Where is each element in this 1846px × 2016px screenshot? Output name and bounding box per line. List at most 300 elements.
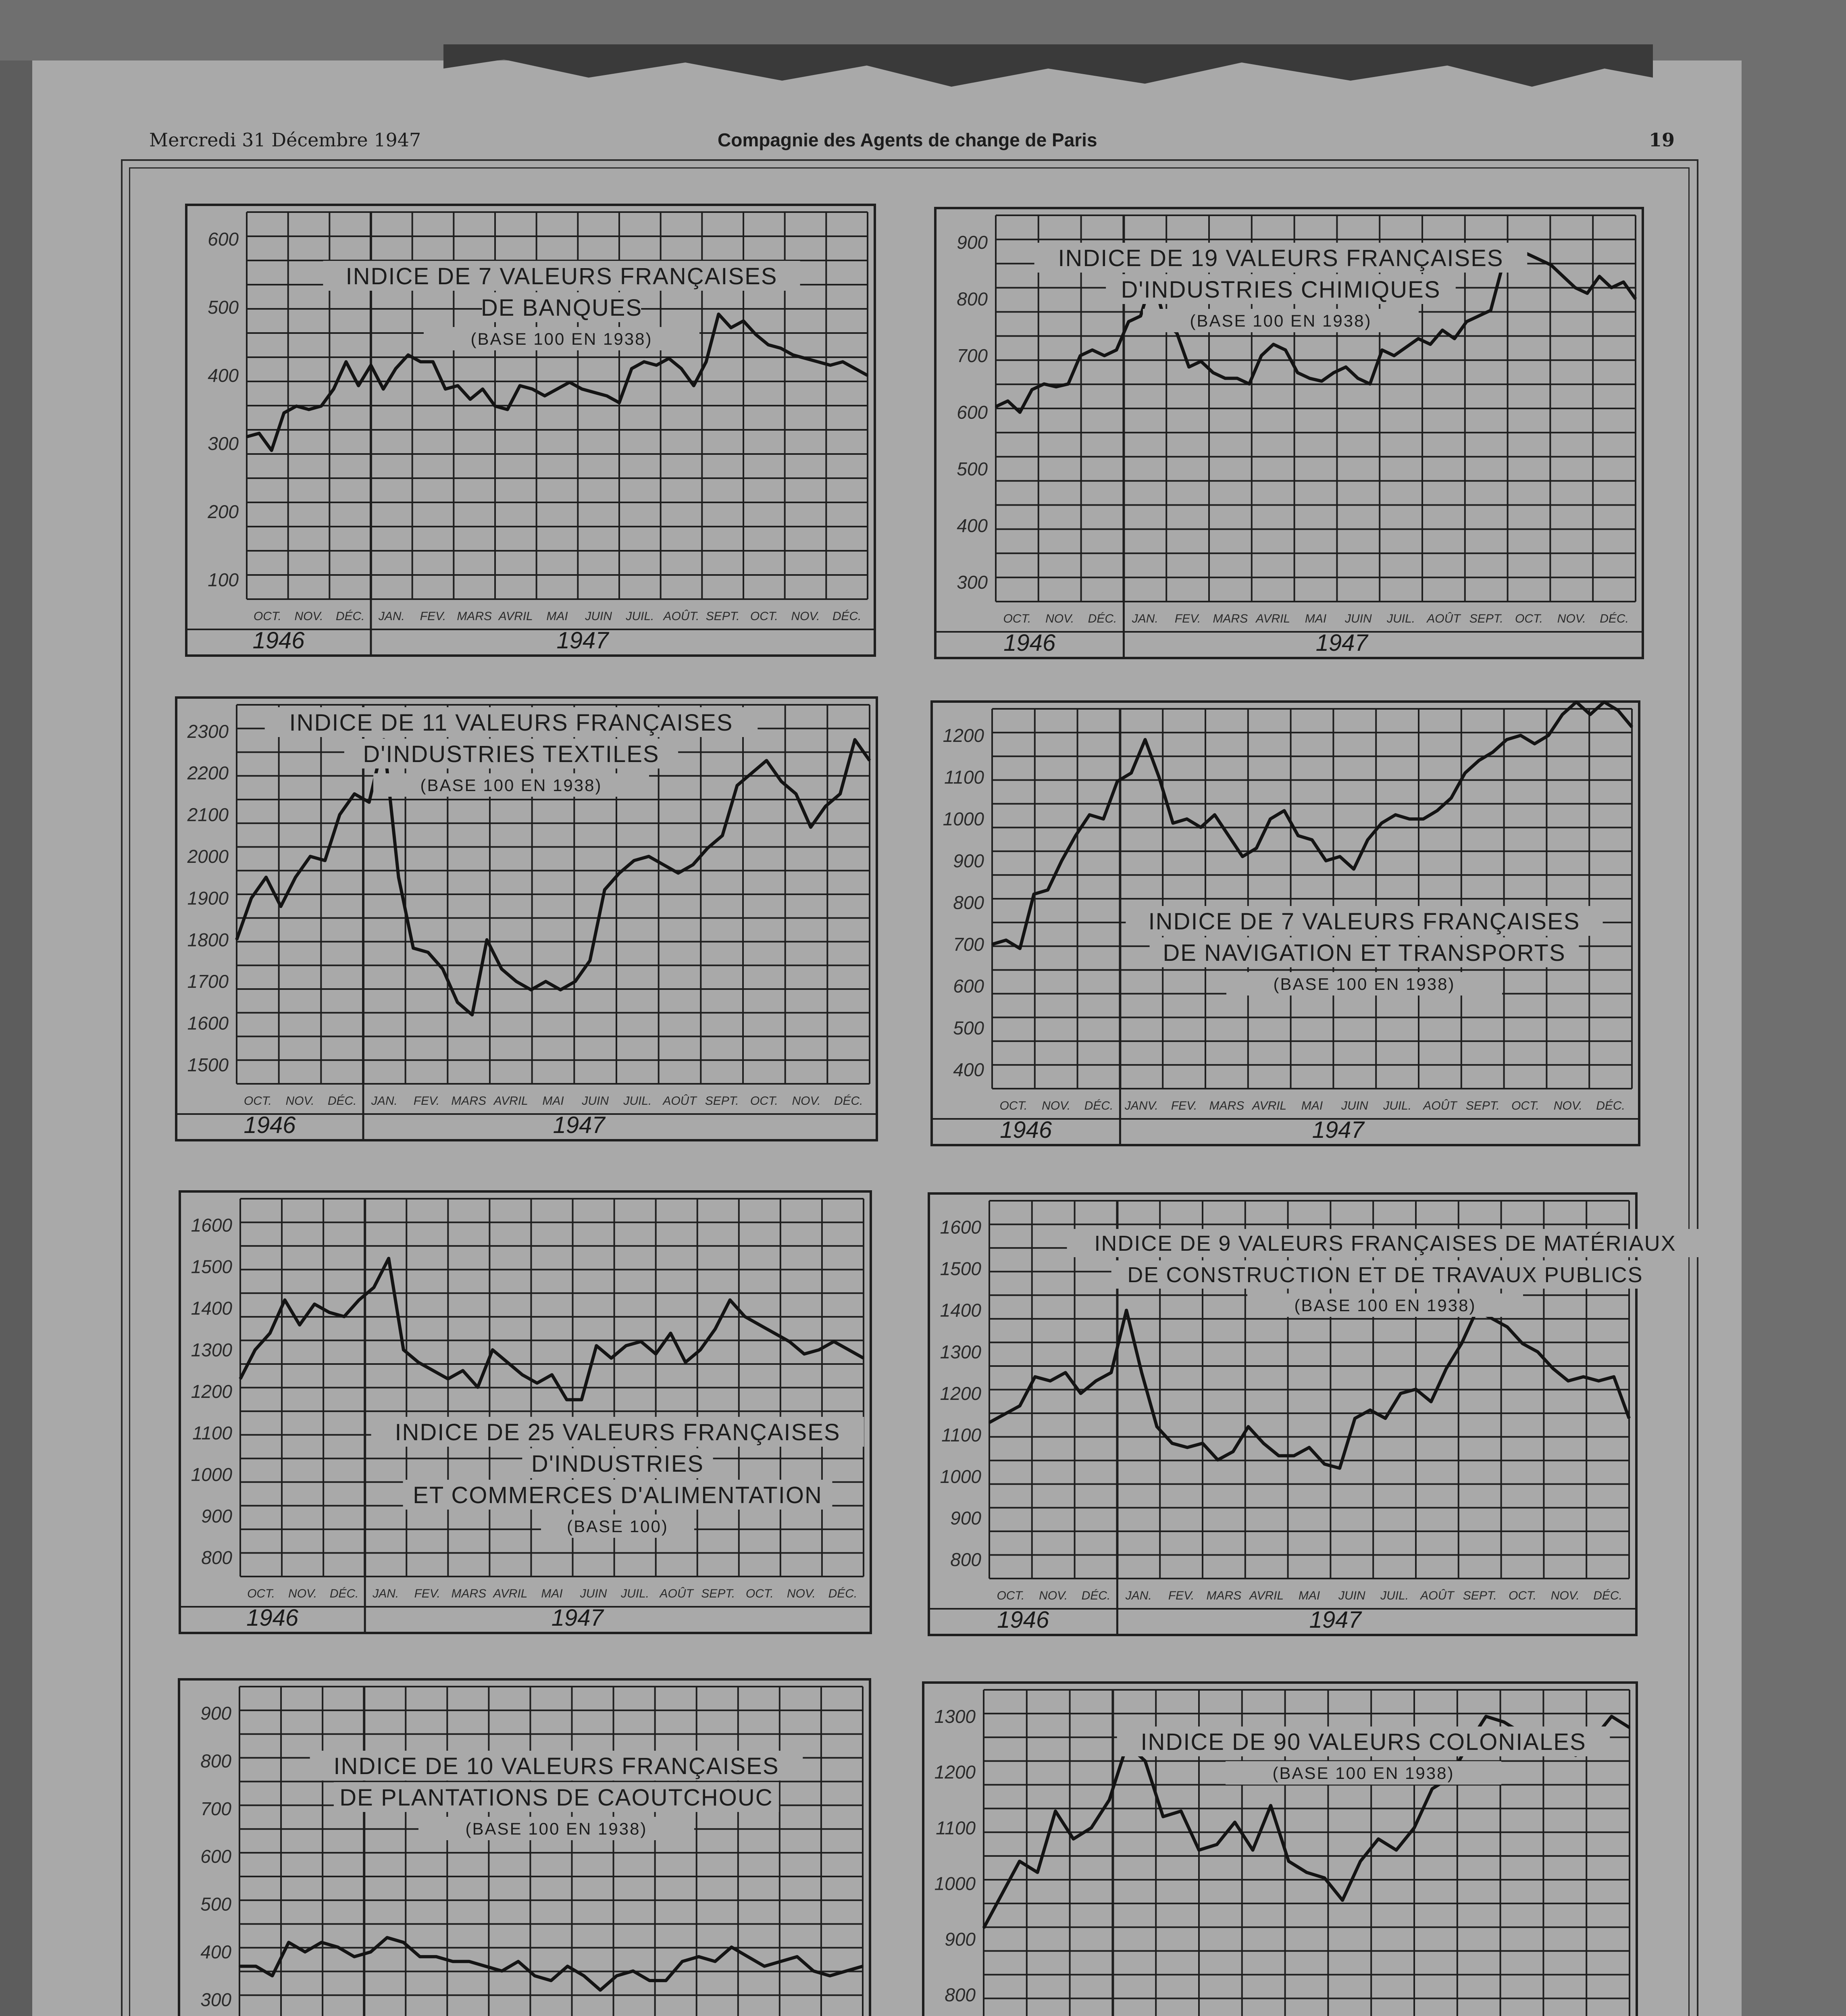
data-point [714, 1328, 716, 1330]
data-point [845, 1970, 847, 1972]
month-label: MAI [546, 610, 568, 623]
month-label: OCT. [247, 1587, 275, 1600]
y-tick-label: 400 [957, 515, 988, 536]
data-point [1311, 839, 1313, 841]
y-tick-label: 1900 [187, 887, 229, 909]
y-tick-label: 1200 [940, 1383, 981, 1404]
chart-title-line: INDICE DE 7 VALEURS FRANÇAISES [1148, 908, 1580, 935]
data-point [1095, 1380, 1097, 1382]
data-point [477, 1387, 479, 1388]
y-tick-label: 800 [950, 1549, 981, 1570]
data-point [1522, 1343, 1523, 1344]
data-point [1423, 818, 1424, 820]
month-label: NOV. [1557, 612, 1586, 625]
data-point [308, 409, 310, 410]
data-point [1252, 1849, 1254, 1851]
data-point [1325, 860, 1327, 862]
month-label: MAI [1305, 612, 1327, 625]
y-tick-label: 1400 [191, 1297, 232, 1319]
month-label: JUIN [1338, 1589, 1365, 1602]
data-point [1188, 366, 1190, 368]
month-label: SEPT. [1463, 1589, 1497, 1602]
data-point [599, 1989, 601, 1991]
data-point [1360, 1860, 1361, 1862]
data-point [265, 877, 267, 878]
month-label: MARS [1209, 1099, 1245, 1112]
data-point [530, 989, 532, 991]
data-point [1285, 349, 1286, 351]
month-label: OCT. [750, 610, 778, 623]
y-tick-label: 900 [201, 1506, 232, 1527]
y-tick-label: 1100 [944, 766, 984, 788]
month-label: NOV. [1039, 1589, 1068, 1602]
data-point [663, 864, 664, 866]
data-point [1055, 1810, 1056, 1812]
month-label: AVRIL [493, 1587, 528, 1600]
y-tick-label: 900 [950, 1508, 981, 1529]
data-point [452, 1961, 454, 1962]
data-point [1128, 321, 1129, 323]
month-label: OCT. [1003, 612, 1031, 625]
data-point [1214, 814, 1215, 816]
data-point [1080, 1393, 1082, 1394]
month-label: SEPT. [1469, 612, 1503, 625]
data-point [1176, 332, 1178, 334]
month-label: NOV. [1553, 1099, 1582, 1112]
data-point [1116, 349, 1117, 351]
data-point [1306, 1872, 1307, 1873]
data-point [239, 1378, 241, 1380]
data-point [692, 864, 694, 866]
data-point [1224, 377, 1226, 379]
data-point [432, 361, 434, 362]
y-tick-label: 1700 [187, 971, 229, 992]
data-point [1590, 714, 1591, 715]
y-tick-label: 1100 [192, 1422, 232, 1443]
month-label: DÉC. [828, 1587, 857, 1600]
series-line [239, 1938, 863, 1990]
data-point [842, 361, 843, 362]
data-point [1405, 346, 1407, 348]
data-point [792, 354, 794, 356]
data-point [1202, 1443, 1203, 1444]
y-tick-label: 800 [200, 1750, 231, 1772]
month-label: OCT. [1509, 1589, 1536, 1602]
data-point [681, 368, 682, 369]
data-point [595, 1345, 597, 1346]
data-point [310, 856, 311, 857]
data-point [616, 1975, 618, 1976]
data-point [1395, 814, 1396, 816]
y-tick-label: 800 [945, 1984, 976, 2006]
data-point [583, 1975, 585, 1976]
data-point [813, 1970, 814, 1972]
month-label: JUIN [585, 610, 612, 623]
data-point [1171, 1443, 1173, 1444]
y-tick-label: 1000 [191, 1464, 232, 1485]
month-label: AOÛT [1423, 1099, 1457, 1112]
month-label: AOÛT [663, 1094, 697, 1108]
data-point [1507, 1326, 1508, 1328]
chart-alimentation [180, 1191, 871, 1633]
data-point [433, 1370, 434, 1371]
data-point [1162, 1816, 1164, 1818]
data-point [368, 802, 370, 803]
data-point [236, 939, 237, 941]
data-point [1270, 818, 1271, 820]
data-point [744, 1316, 746, 1317]
data-point [1631, 726, 1633, 728]
data-point [283, 412, 285, 414]
data-point [1309, 1447, 1310, 1448]
data-point [714, 1961, 716, 1962]
month-label: NOV. [288, 1587, 317, 1600]
data-point [656, 364, 657, 366]
data-point [780, 781, 782, 782]
data-point [1603, 701, 1605, 703]
data-point [1339, 1467, 1340, 1469]
data-point [1263, 1443, 1264, 1444]
data-point [830, 364, 831, 366]
month-label: JAN. [371, 1094, 398, 1108]
data-point [766, 760, 767, 761]
data-point [1234, 1821, 1236, 1823]
data-point [485, 1966, 486, 1967]
month-label: JUIL. [623, 1094, 652, 1108]
data-point [824, 806, 826, 807]
data-point [1490, 310, 1492, 311]
data-point [239, 1966, 240, 1967]
month-label: MARS [451, 1094, 487, 1108]
chart-title-line: D'INDUSTRIES CHIMIQUES [1121, 277, 1441, 303]
month-label: JUIL. [621, 1587, 649, 1600]
y-tick-label: 300 [200, 1989, 231, 2010]
data-point [1611, 1716, 1613, 1717]
data-point [685, 1362, 686, 1363]
data-point [1369, 383, 1371, 385]
chart-title-line: INDICE DE 7 VALEURS FRANÇAISES [345, 263, 778, 289]
year-label-1946: 1946 [246, 1605, 299, 1631]
data-point [271, 1975, 273, 1976]
data-point [862, 1966, 864, 1967]
data-point [1198, 1849, 1200, 1851]
data-point [574, 981, 576, 982]
data-point [706, 361, 707, 362]
chart-materiaux [929, 1193, 1703, 1635]
data-point [693, 385, 695, 386]
data-point [780, 348, 781, 349]
series-line [240, 1258, 864, 1400]
data-point [1103, 355, 1105, 356]
month-label: SEPT. [1465, 1099, 1500, 1112]
month-label: NOV. [792, 1094, 821, 1108]
data-point [501, 968, 502, 970]
data-point [1247, 1426, 1249, 1427]
data-point [1200, 360, 1202, 362]
month-label: NOV. [1550, 1589, 1580, 1602]
data-point [1109, 1799, 1110, 1801]
y-tick-label: 1600 [940, 1216, 981, 1238]
month-label: JUIL. [626, 610, 654, 623]
data-point [1357, 377, 1359, 379]
month-label: AOÛT [1420, 1589, 1454, 1602]
chart-title-line: INDICE DE 10 VALEURS FRANÇAISES [333, 1753, 779, 1779]
data-point [551, 1374, 553, 1376]
data-point [1236, 377, 1238, 379]
base-label: (BASE 100 EN 1938) [470, 329, 653, 348]
data-point [269, 1333, 271, 1334]
y-tick-label: 2200 [187, 762, 229, 784]
month-label: MARS [451, 1587, 487, 1600]
data-point [1145, 1760, 1146, 1762]
month-label: DÉC. [1593, 1589, 1622, 1602]
data-point [1492, 751, 1494, 753]
data-point [751, 772, 753, 774]
data-point [471, 1014, 473, 1016]
year-label-1947: 1947 [1312, 1117, 1364, 1143]
month-label: DÉC. [329, 1587, 359, 1600]
data-point [560, 989, 561, 991]
chart-title-line: INDICE DE 11 VALEURS FRANÇAISES [289, 710, 733, 736]
data-point [1623, 281, 1624, 283]
data-point [1598, 275, 1600, 277]
data-point [1200, 827, 1202, 828]
year-label-1946: 1946 [252, 627, 305, 654]
month-label: MAI [542, 1094, 564, 1108]
month-label: NOV. [1045, 612, 1074, 625]
data-point [1019, 412, 1021, 413]
y-tick-label: 800 [201, 1547, 232, 1568]
data-point [722, 835, 723, 836]
data-point [759, 1324, 760, 1326]
data-point [730, 327, 732, 329]
y-tick-label: 500 [953, 1017, 984, 1039]
data-point [507, 409, 508, 410]
data-point [1451, 797, 1452, 799]
data-point [343, 1316, 345, 1317]
data-point [358, 385, 359, 386]
y-tick-label: 1000 [934, 1873, 976, 1894]
chart-title-line: INDICE DE 19 VALEURS FRANÇAISES [1058, 245, 1504, 271]
month-label: AOÛT. [663, 610, 699, 623]
data-point [1409, 818, 1410, 820]
data-point [803, 1353, 805, 1355]
data-point [1110, 1372, 1112, 1373]
data-point [731, 1946, 733, 1948]
data-point [531, 388, 533, 390]
data-point [718, 313, 719, 315]
y-tick-label: 900 [945, 1929, 976, 1950]
data-point [295, 877, 296, 878]
data-point [518, 1961, 519, 1962]
data-point [729, 1299, 731, 1301]
data-point [469, 398, 471, 400]
data-point [383, 388, 384, 390]
data-point [258, 433, 260, 434]
data-point [833, 1341, 835, 1342]
month-label: NOV. [787, 1587, 816, 1600]
month-label: OCT. [750, 1094, 778, 1108]
data-point [519, 385, 521, 386]
data-point [501, 1970, 503, 1972]
data-point [764, 1966, 765, 1967]
data-point [1454, 338, 1455, 339]
data-point [618, 872, 620, 874]
month-label: DÉC. [1084, 1099, 1113, 1112]
month-label: JUIN [1341, 1099, 1368, 1112]
data-point [643, 361, 645, 362]
data-point [1061, 860, 1063, 862]
data-point [1321, 380, 1322, 382]
month-label: JUIL. [1383, 1099, 1412, 1112]
y-tick-label: 900 [957, 232, 988, 253]
y-tick-label: 700 [953, 934, 984, 955]
month-label: JUIL. [1387, 612, 1415, 625]
base-label: (BASE 100 EN 1938) [1190, 311, 1372, 330]
y-tick-label: 1800 [187, 929, 229, 950]
data-point [507, 1362, 508, 1363]
data-point [610, 1357, 612, 1359]
y-tick-label: 1600 [187, 1012, 229, 1034]
chart-title-line: INDICE DE 90 VALEURS COLONIALES [1140, 1729, 1586, 1755]
y-tick-label: 500 [200, 1893, 231, 1915]
data-point [1598, 1380, 1599, 1382]
month-label: MARS [1213, 612, 1248, 625]
base-label: (BASE 100 EN 1938) [1272, 1764, 1455, 1783]
data-point [1567, 1380, 1569, 1382]
data-point [1047, 889, 1049, 891]
data-point [462, 1370, 464, 1371]
data-point [606, 395, 608, 397]
y-tick-label: 1400 [940, 1300, 981, 1321]
chart-title-line: INDICE DE 25 VALEURS FRANÇAISES [395, 1419, 841, 1445]
data-point [1345, 366, 1347, 368]
data-point [649, 1980, 650, 1981]
base-label: (BASE 100 EN 1938) [420, 776, 602, 795]
data-point [1031, 389, 1033, 390]
data-point [447, 1378, 449, 1380]
month-label: DÉC. [335, 610, 365, 623]
year-label-1947: 1947 [556, 627, 609, 654]
chart-caoutchouc [179, 1679, 870, 2016]
month-label: NOV. [791, 610, 820, 623]
month-label: JUIN [580, 1587, 607, 1600]
month-label: OCT. [997, 1589, 1025, 1602]
y-tick-label: 100 [208, 569, 239, 590]
month-label: DÉC. [1596, 1099, 1625, 1112]
data-point [1378, 1838, 1379, 1840]
data-point [1562, 714, 1563, 715]
month-label: AOÛT [660, 1587, 693, 1600]
data-point [810, 827, 812, 828]
month-label: DÉC. [327, 1094, 357, 1108]
y-tick-label: 1300 [934, 1706, 976, 1727]
chart-title-line: ET COMMERCES D'ALIMENTATION [413, 1482, 822, 1508]
data-point [593, 392, 595, 393]
y-tick-label: 200 [208, 501, 239, 523]
data-point [589, 960, 591, 962]
month-label: FEV. [1168, 1589, 1195, 1602]
data-point [1297, 835, 1299, 837]
data-point [1075, 835, 1076, 837]
data-point [492, 1349, 493, 1351]
data-point [1004, 1413, 1005, 1415]
month-label: SEPT. [705, 1094, 739, 1108]
y-tick-label: 700 [200, 1798, 231, 1819]
data-point [337, 1946, 339, 1948]
month-label: MAI [1301, 1099, 1323, 1112]
data-point [246, 436, 248, 437]
y-tick-label: 600 [200, 1846, 231, 1867]
data-point [795, 793, 797, 795]
data-point [1156, 1426, 1158, 1427]
year-label-1946: 1946 [1000, 1117, 1052, 1143]
data-point [854, 368, 856, 369]
data-point [1562, 275, 1564, 277]
month-label: JAN. [1132, 612, 1158, 625]
data-point [280, 906, 282, 907]
chart-title-line: INDICE DE 9 VALEURS FRANÇAISES DE MATÉRIAUX [1094, 1231, 1676, 1256]
data-point [848, 1349, 849, 1351]
data-point [983, 1927, 984, 1929]
data-point [521, 1374, 523, 1376]
data-point [339, 814, 341, 816]
month-label: DÉC. [1088, 612, 1117, 625]
data-point [544, 395, 545, 397]
year-label-1947: 1947 [553, 1112, 605, 1138]
data-point [1442, 329, 1443, 331]
data-point [1145, 739, 1146, 740]
data-point [1256, 848, 1257, 849]
data-point [324, 860, 326, 861]
month-label: NOV. [285, 1094, 314, 1108]
y-tick-label: 1200 [934, 1762, 976, 1783]
data-point [632, 1970, 634, 1972]
data-point [569, 381, 570, 383]
data-point [774, 1333, 775, 1334]
year-label-1947: 1947 [1315, 630, 1368, 656]
data-point [1461, 1343, 1462, 1344]
data-point [442, 968, 443, 970]
y-tick-label: 1200 [191, 1381, 232, 1402]
data-point [1415, 1389, 1417, 1390]
data-point [403, 1941, 404, 1943]
data-point [1369, 1409, 1371, 1411]
month-label: OCT. [745, 1587, 774, 1600]
month-label: DÉC. [834, 1094, 863, 1108]
y-tick-label: 800 [957, 288, 988, 310]
data-point [373, 1287, 375, 1288]
month-label: OCT. [253, 610, 281, 623]
y-tick-label: 300 [208, 433, 239, 454]
month-label: MAI [1298, 1589, 1320, 1602]
y-tick-label: 800 [953, 892, 984, 913]
data-point [665, 1980, 667, 1981]
y-tick-label: 1000 [940, 1466, 981, 1487]
data-point [1324, 1463, 1325, 1465]
data-point [869, 760, 870, 761]
header-date: Mercredi 31 Décembre 1947 [149, 129, 421, 151]
data-point [805, 358, 806, 359]
data-point [1354, 1418, 1356, 1419]
data-point [1019, 1405, 1021, 1407]
year-label-1946: 1946 [997, 1607, 1049, 1633]
y-tick-label: 1600 [191, 1214, 232, 1236]
chart-frame [180, 1191, 871, 1633]
data-point [1537, 1351, 1538, 1353]
data-point [333, 388, 335, 390]
y-tick-label: 600 [953, 975, 984, 997]
